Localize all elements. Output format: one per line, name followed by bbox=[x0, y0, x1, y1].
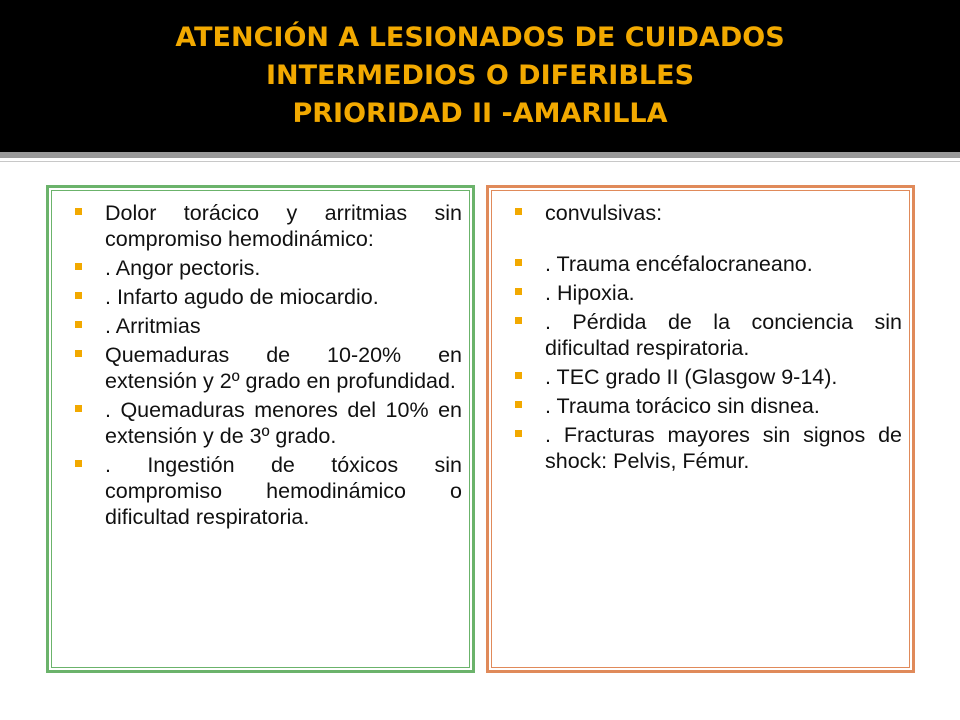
list-item-text: . Trauma torácico sin disnea. bbox=[545, 394, 820, 418]
list-item bbox=[505, 309, 902, 361]
list-item bbox=[65, 313, 462, 339]
square-bullet-icon bbox=[515, 208, 522, 215]
list-item-text: . Infarto agudo de miocardio. bbox=[105, 285, 379, 309]
list-item bbox=[65, 200, 462, 252]
square-bullet-icon bbox=[75, 321, 82, 328]
list-item-text: . Ingestión de tóxicos sin compromiso hemodinámico o dificultad respiratoria. bbox=[105, 453, 462, 529]
list-item bbox=[505, 364, 902, 390]
list-item-text: . Quemaduras menores del 10% en extensión y de 3º grado. bbox=[105, 398, 462, 448]
square-bullet-icon bbox=[515, 317, 522, 324]
list-item-text: . Trauma encéfalocraneano. bbox=[545, 252, 813, 276]
list-item bbox=[505, 422, 902, 474]
list-item bbox=[65, 342, 462, 394]
square-bullet-icon bbox=[515, 430, 522, 437]
title-bar bbox=[0, 0, 960, 152]
list-item bbox=[505, 393, 902, 419]
square-bullet-icon bbox=[75, 350, 82, 357]
list-item-text: . TEC grado II (Glasgow 9-14). bbox=[545, 365, 838, 389]
list-item-text: . Angor pectoris. bbox=[105, 256, 261, 280]
list-item bbox=[65, 397, 462, 449]
title-line-1: ATENCIÓN A LESIONADOS DE CUIDADOS bbox=[175, 22, 785, 53]
title-line-2: INTERMEDIOS O DIFERIBLES bbox=[265, 60, 695, 91]
square-bullet-icon bbox=[75, 208, 82, 215]
list-item bbox=[505, 200, 902, 226]
left-panel bbox=[46, 185, 475, 673]
left-list bbox=[49, 188, 472, 530]
square-bullet-icon bbox=[515, 372, 522, 379]
square-bullet-icon bbox=[515, 259, 522, 266]
list-item bbox=[505, 280, 902, 306]
square-bullet-icon bbox=[75, 263, 82, 270]
list-item bbox=[65, 255, 462, 281]
list-item-text: convulsivas: bbox=[545, 201, 663, 225]
list-item bbox=[505, 251, 902, 277]
list-item bbox=[65, 452, 462, 530]
right-list bbox=[489, 188, 912, 474]
square-bullet-icon bbox=[515, 288, 522, 295]
list-item-text: . Pérdida de la conciencia sin dificultad respiratoria. bbox=[545, 310, 902, 360]
content-area bbox=[0, 158, 960, 720]
square-bullet-icon bbox=[75, 460, 82, 467]
right-panel bbox=[486, 185, 915, 673]
square-bullet-icon bbox=[75, 405, 82, 412]
square-bullet-icon bbox=[515, 401, 522, 408]
list-item-text: . Arritmias bbox=[105, 314, 201, 338]
thin-divider bbox=[0, 161, 960, 162]
square-bullet-icon bbox=[75, 292, 82, 299]
list-item-text: Dolor torácico y arritmias sin compromiso hemodinámico: bbox=[105, 201, 462, 251]
list-item bbox=[65, 284, 462, 310]
list-item-text: . Hipoxia. bbox=[545, 281, 635, 305]
list-item-text: Quemaduras de 10-20% en extensión y 2º grado en profundidad. bbox=[105, 343, 462, 393]
list-item-text: . Fracturas mayores sin signos de shock: Pelvis, Fémur. bbox=[545, 423, 902, 473]
title-line-3: PRIORIDAD II -AMARILLA bbox=[292, 98, 668, 129]
